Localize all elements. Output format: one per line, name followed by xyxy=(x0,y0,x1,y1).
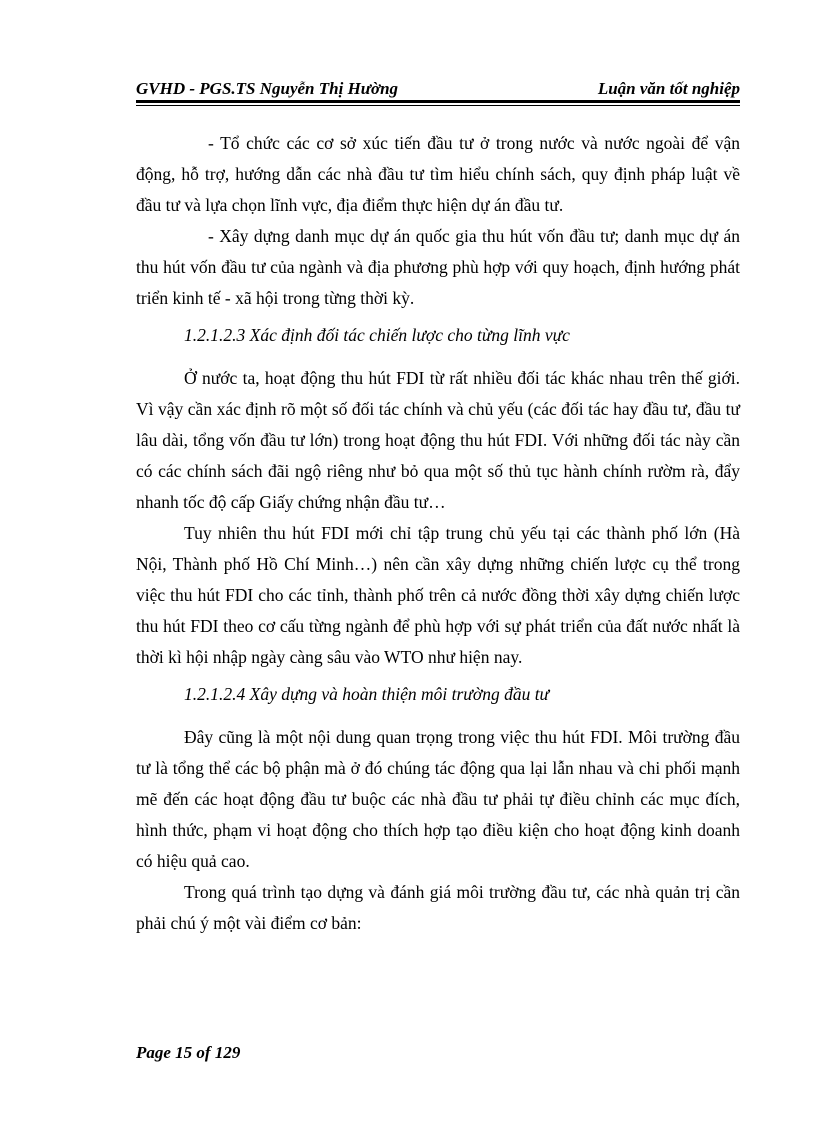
paragraph-promotion-agencies: - Tổ chức các cơ sở xúc tiến đầu tư ở trong nước và nước ngoài để vận động, hỗ trợ, hướng dẫn các nhà đầu tư tìm hiểu chính sách, quy định pháp luật về đầu tư và lựa chọn lĩnh vực, địa điểm thực hiện dự án đầu tư. xyxy=(136,133,740,215)
header-rule-thick xyxy=(136,100,740,103)
page-number: Page 15 of 129 xyxy=(136,1043,241,1062)
paragraph-environment: Đây cũng là một nội dung quan trọng trong việc thu hút FDI. Môi trường đầu tư là tổng thể các bộ phận mà ở đó chúng tác động qua lại lẫn nhau và chi phối mạnh mẽ đến các hoạt động đầu tư buộc các nhà đầu tư phải tự điều chỉnh các mục đích, hình thức, phạm vi hoạt động cho thích hợp tạo điều kiện cho hoạt động kinh doanh có hiệu quả cao. xyxy=(136,727,740,871)
paragraph-project-list: - Xây dựng danh mục dự án quốc gia thu hút vốn đầu tư; danh mục dự án thu hút vốn đầu tư của ngành và địa phương phù hợp với quy hoạch, định hướng phát triển kinh tế - xã hội trong từng thời kỳ. xyxy=(136,226,740,308)
header-advisor: GVHD - PGS.TS Nguyễn Thị Hường xyxy=(136,79,399,98)
paragraph-considerations: Trong quá trình tạo dựng và đánh giá môi trường đầu tư, các nhà quản trị cần phải chú ý một vài điểm cơ bản: xyxy=(136,882,740,933)
paragraph-partners: Ở nước ta, hoạt động thu hút FDI từ rất nhiều đối tác khác nhau trên thế giới. Vì vậy cần xác định rõ một số đối tác chính và chủ yếu (các đối tác hay đầu tư, đầu tư lâu dài, tổng vốn đầu tư lớn) trong hoạt động thu hút FDI. Với những đối tác này cần có các chính sách đãi ngộ riêng như bỏ qua một số thủ tục hành chính rườm rà, đẩy nhanh tốc độ cấp Giấy chứng nhận đầu tư… xyxy=(136,368,740,512)
header-rule-thin xyxy=(136,105,740,106)
paragraph-regional-strategy: Tuy nhiên thu hút FDI mới chỉ tập trung chủ yếu tại các thành phố lớn (Hà Nội, Thành phố Hồ Chí Minh…) nên cần xây dựng những chiến lược cụ thể trong việc thu hút FDI cho các tỉnh, thành phố trên cả nước đồng thời xây dựng chiến lược thu hút FDI theo cơ cấu từng ngành để phù hợp với sự phát triển của đất nước nhất là thời kì hội nhập ngày càng sâu vào WTO như hiện nay. xyxy=(136,523,740,667)
document-body xyxy=(136,128,740,939)
header-document-type: Luận văn tốt nghiệp xyxy=(597,79,740,98)
section-heading-investment-environment: 1.2.1.2.4 Xây dựng và hoàn thiện môi trường đầu tư xyxy=(184,684,550,704)
section-heading-strategic-partners: 1.2.1.2.3 Xác định đối tác chiến lược cho từng lĩnh vực xyxy=(184,325,570,345)
page-header xyxy=(136,78,740,100)
